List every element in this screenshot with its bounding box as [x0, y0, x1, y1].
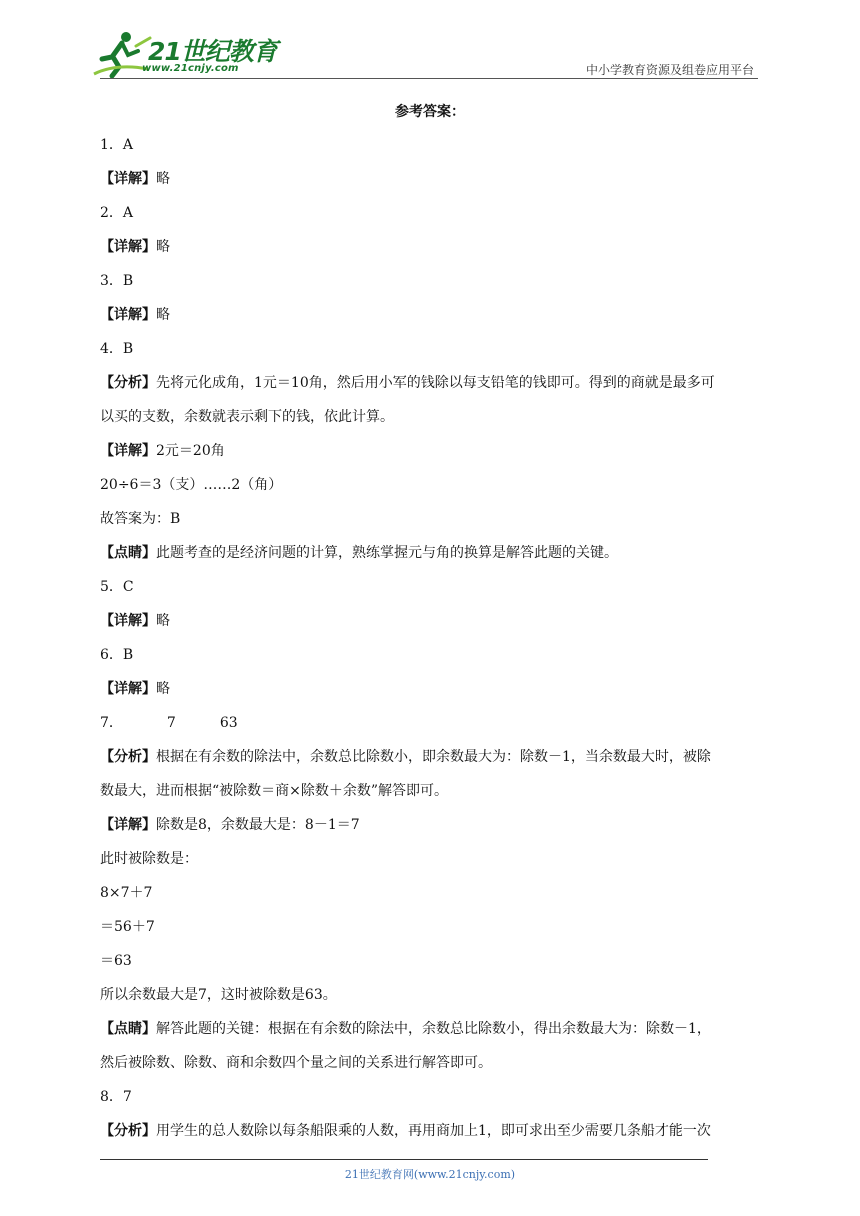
- answer-line: [100, 502, 762, 536]
- answer-line: [100, 638, 762, 672]
- line-text: 解答此题的关键：根据在有余数的除法中，余数总比除数小，得出余数最大为：除数－1，: [156, 1021, 711, 1037]
- section-label: 【点睛】: [100, 1021, 156, 1037]
- line-text: 略: [156, 681, 170, 697]
- answer-line: [100, 672, 762, 706]
- answer-line: [100, 366, 762, 400]
- line-text: 略: [156, 239, 170, 255]
- line-text: 7．: [100, 715, 123, 731]
- line-text: 20÷6＝3（支）……2（角）: [100, 477, 283, 493]
- answer-line: [100, 774, 762, 808]
- section-label: 【详解】: [100, 171, 156, 187]
- line-text: 8×7＋7: [100, 885, 153, 901]
- header-divider: [100, 78, 758, 79]
- footer-text: 21世纪教育网(www.21cnjy.com): [344, 1168, 516, 1181]
- answer-line: [100, 230, 762, 264]
- answer-line: [100, 536, 762, 570]
- answer-line: [100, 570, 762, 604]
- line-text: 根据在有余数的除法中，余数总比除数小，即余数最大为：除数－1，当余数最大时，被除: [156, 749, 711, 765]
- line-text: 2．A: [100, 205, 134, 221]
- answer-line: [100, 162, 762, 196]
- answer-line: [100, 434, 762, 468]
- answer-line: [100, 468, 762, 502]
- answer-list: [100, 128, 762, 1148]
- answer-line: [100, 1080, 762, 1114]
- line-text: 用学生的总人数除以每条船限乘的人数，再用商加上1，即可求出至少需要几条船才能一次: [156, 1123, 711, 1139]
- logo: [92, 30, 277, 80]
- line-text: 略: [156, 307, 170, 323]
- line-text: 略: [156, 613, 170, 629]
- section-label: 【分析】: [100, 749, 156, 765]
- section-label: 【详解】: [100, 613, 156, 629]
- answer-line: [100, 944, 762, 978]
- line-text: 先将元化成角，1元＝10角，然后用小军的钱除以每支铅笔的钱即可。得到的商就是最多可: [156, 375, 715, 391]
- section-label: 【详解】: [100, 443, 156, 459]
- section-label: 【详解】: [100, 681, 156, 697]
- answer-line: [100, 604, 762, 638]
- line-text: 除数是8，余数最大是：8－1＝7: [156, 817, 360, 833]
- answer-line: [100, 706, 762, 740]
- line-text: 6．B: [100, 647, 134, 663]
- answer-line: [100, 400, 762, 434]
- line-text: 8．7: [100, 1089, 132, 1105]
- section-label: 【详解】: [100, 239, 156, 255]
- answer-line: [100, 1114, 762, 1148]
- section-label: 【分析】: [100, 1123, 156, 1139]
- blank-answer: 63: [219, 715, 238, 731]
- line-text: 5．C: [100, 579, 134, 595]
- answer-line: [100, 298, 762, 332]
- answer-line: [100, 128, 762, 162]
- section-label: 【详解】: [100, 307, 156, 323]
- logo-text: 21世纪教育: [148, 37, 277, 66]
- line-text: 故答案为：B: [100, 511, 181, 527]
- line-text: 此题考查的是经济问题的计算，熟练掌握元与角的换算是解答此题的关键。: [156, 545, 618, 561]
- line-text: 然后被除数、除数、商和余数四个量之间的关系进行解答即可。: [100, 1055, 492, 1071]
- section-label: 【点睛】: [100, 545, 156, 561]
- line-text: 此时被除数是：: [100, 851, 198, 867]
- line-text: 数最大，进而根据“被除数＝商×除数＋余数”解答即可。: [100, 783, 449, 799]
- line-text: 以买的支数，余数就表示剩下的钱，依此计算。: [100, 409, 394, 425]
- answer-line: [100, 264, 762, 298]
- line-text: 所以余数最大是7，这时被除数是63。: [100, 987, 337, 1003]
- answer-line: [100, 978, 762, 1012]
- answer-line: [100, 910, 762, 944]
- answer-line: [100, 740, 762, 774]
- answer-line: [100, 808, 762, 842]
- section-label: 【分析】: [100, 375, 156, 391]
- line-text: ＝63: [100, 953, 132, 969]
- platform-name: 中小学教育资源及组卷应用平台: [585, 63, 754, 77]
- line-text: 1．A: [100, 137, 134, 153]
- answer-line: [100, 196, 762, 230]
- section-label: 【详解】: [100, 817, 156, 833]
- answer-line: [100, 876, 762, 910]
- answer-line: [100, 842, 762, 876]
- page-title: 参考答案：: [395, 104, 465, 120]
- footer-divider: [100, 1159, 708, 1160]
- answer-line: [100, 1046, 762, 1080]
- page-header: [0, 0, 860, 90]
- blank-answer: 7: [166, 715, 176, 731]
- answer-line: [100, 1012, 762, 1046]
- line-text: 2元＝20角: [156, 443, 225, 459]
- line-text: 略: [156, 171, 170, 187]
- line-text: 4．B: [100, 341, 134, 357]
- answer-line: [100, 332, 762, 366]
- line-text: 3．B: [100, 273, 134, 289]
- logo-url: www.21cnjy.com: [142, 63, 239, 74]
- line-text: ＝56＋7: [100, 919, 155, 935]
